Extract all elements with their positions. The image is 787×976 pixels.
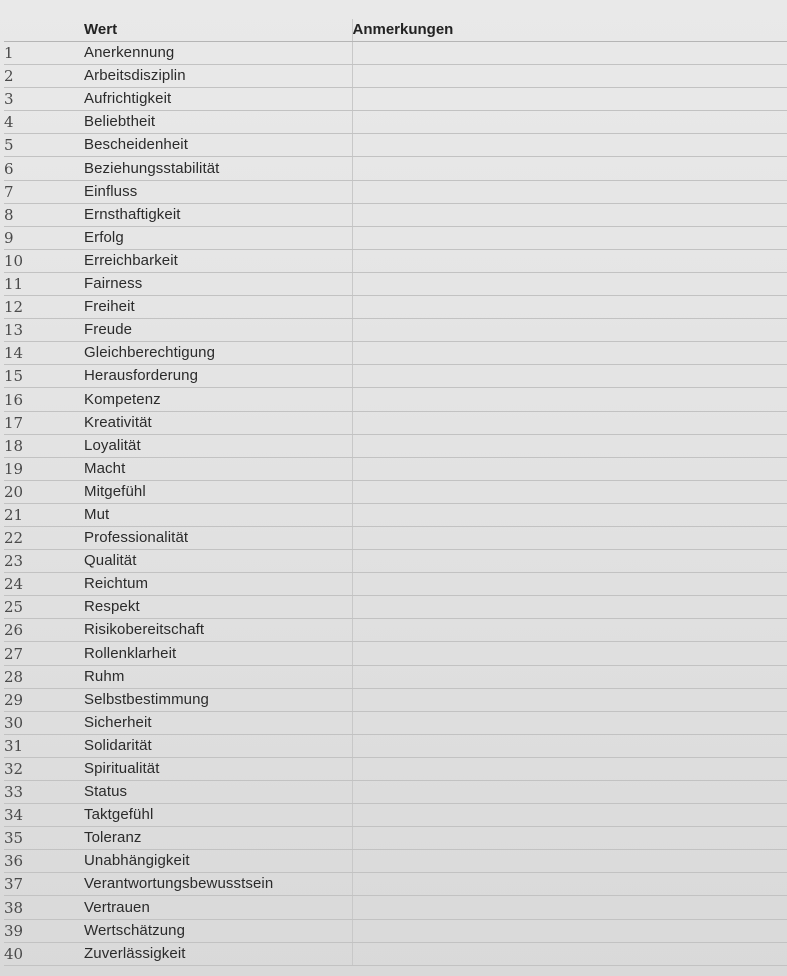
value-cell: Freiheit [84,296,352,319]
row-number: 3 [4,88,84,111]
table-row [4,65,787,88]
row-number: 39 [4,919,84,942]
table-row [4,642,787,665]
value-column-header: Wert [84,19,352,42]
value-cell: Toleranz [84,827,352,850]
table-row [4,88,787,111]
row-number: 36 [4,850,84,873]
value-cell: Solidarität [84,734,352,757]
value-cell: Loyalität [84,434,352,457]
table-row [4,226,787,249]
notes-cell[interactable] [352,480,787,503]
value-cell: Gleichberechtigung [84,342,352,365]
notes-cell[interactable] [352,111,787,134]
value-cell: Reichtum [84,573,352,596]
notes-cell[interactable] [352,526,787,549]
notes-cell[interactable] [352,642,787,665]
value-cell: Bescheidenheit [84,134,352,157]
notes-cell[interactable] [352,827,787,850]
value-cell: Respekt [84,596,352,619]
row-number: 4 [4,111,84,134]
table-row [4,249,787,272]
notes-cell[interactable] [352,272,787,295]
value-cell: Erreichbarkeit [84,249,352,272]
row-number: 7 [4,180,84,203]
table-row [4,804,787,827]
notes-cell[interactable] [352,711,787,734]
row-number: 30 [4,711,84,734]
table-row [4,827,787,850]
table-row [4,434,787,457]
table-row [4,526,787,549]
row-number: 24 [4,573,84,596]
notes-cell[interactable] [352,65,787,88]
value-cell: Beliebtheit [84,111,352,134]
row-number: 37 [4,873,84,896]
row-number: 18 [4,434,84,457]
table-row [4,111,787,134]
value-cell: Qualität [84,550,352,573]
value-cell: Arbeitsdisziplin [84,65,352,88]
table-row [4,688,787,711]
table-row [4,388,787,411]
value-cell: Aufrichtigkeit [84,88,352,111]
value-cell: Unabhängigkeit [84,850,352,873]
value-cell: Ruhm [84,665,352,688]
table-body [4,42,787,966]
notes-cell[interactable] [352,249,787,272]
number-column-header [4,19,84,42]
table-row [4,203,787,226]
value-cell: Herausforderung [84,365,352,388]
notes-cell[interactable] [352,688,787,711]
notes-cell[interactable] [352,942,787,965]
table-row [4,272,787,295]
row-number: 11 [4,272,84,295]
notes-cell[interactable] [352,503,787,526]
value-cell: Freude [84,319,352,342]
row-number: 9 [4,226,84,249]
row-number: 12 [4,296,84,319]
row-number: 33 [4,781,84,804]
row-number: 2 [4,65,84,88]
value-cell: Verantwortungsbewusstsein [84,873,352,896]
table-row [4,665,787,688]
value-cell: Zuverlässigkeit [84,942,352,965]
row-number: 8 [4,203,84,226]
value-cell: Mut [84,503,352,526]
value-cell: Risikobereitschaft [84,619,352,642]
value-cell: Wertschätzung [84,919,352,942]
table-row [4,411,787,434]
table-row [4,457,787,480]
table-row [4,896,787,919]
row-number: 5 [4,134,84,157]
notes-cell[interactable] [352,550,787,573]
value-cell: Kompetenz [84,388,352,411]
row-number: 38 [4,896,84,919]
notes-cell[interactable] [352,850,787,873]
value-cell: Status [84,781,352,804]
row-number: 13 [4,319,84,342]
row-number: 21 [4,503,84,526]
row-number: 26 [4,619,84,642]
table-row [4,365,787,388]
row-number: 17 [4,411,84,434]
row-number: 29 [4,688,84,711]
notes-cell[interactable] [352,203,787,226]
notes-cell[interactable] [352,781,787,804]
notes-column-header: Anmerkungen [352,19,787,42]
table-row [4,503,787,526]
table-row [4,919,787,942]
row-number: 35 [4,827,84,850]
row-number: 6 [4,157,84,180]
notes-cell[interactable] [352,226,787,249]
notes-cell[interactable] [352,873,787,896]
row-number: 15 [4,365,84,388]
table-row [4,942,787,965]
table-row [4,596,787,619]
notes-cell[interactable] [352,88,787,111]
table-row [4,550,787,573]
notes-cell[interactable] [352,434,787,457]
table-row [4,157,787,180]
notes-cell[interactable] [352,319,787,342]
value-cell: Selbstbestimmung [84,688,352,711]
value-cell: Spiritualität [84,757,352,780]
notes-cell[interactable] [352,573,787,596]
value-cell: Ernsthaftigkeit [84,203,352,226]
notes-cell[interactable] [352,457,787,480]
value-cell: Professionalität [84,526,352,549]
row-number: 16 [4,388,84,411]
row-number: 14 [4,342,84,365]
notes-cell[interactable] [352,665,787,688]
row-number: 31 [4,734,84,757]
table-row [4,734,787,757]
value-cell: Taktgefühl [84,804,352,827]
table-row [4,573,787,596]
notes-cell[interactable] [352,896,787,919]
row-number: 1 [4,42,84,65]
row-number: 40 [4,942,84,965]
notes-cell[interactable] [352,596,787,619]
table-row [4,42,787,65]
table-row [4,342,787,365]
value-cell: Macht [84,457,352,480]
values-table [4,19,787,966]
table-header [4,19,787,42]
notes-cell[interactable] [352,157,787,180]
table-row [4,757,787,780]
notes-cell[interactable] [352,919,787,942]
value-cell: Fairness [84,272,352,295]
value-cell: Vertrauen [84,896,352,919]
value-cell: Anerkennung [84,42,352,65]
row-number: 34 [4,804,84,827]
row-number: 28 [4,665,84,688]
table-row [4,319,787,342]
table-row [4,781,787,804]
table-row [4,873,787,896]
notes-cell[interactable] [352,365,787,388]
value-cell: Einfluss [84,180,352,203]
row-number: 27 [4,642,84,665]
value-cell: Mitgefühl [84,480,352,503]
notes-cell[interactable] [352,734,787,757]
table-row [4,180,787,203]
notes-cell[interactable] [352,388,787,411]
notes-cell[interactable] [352,411,787,434]
row-number: 10 [4,249,84,272]
notes-cell[interactable] [352,180,787,203]
notes-cell[interactable] [352,134,787,157]
notes-cell[interactable] [352,804,787,827]
value-cell: Beziehungsstabilität [84,157,352,180]
value-cell: Kreativität [84,411,352,434]
row-number: 22 [4,526,84,549]
notes-cell[interactable] [352,757,787,780]
value-cell: Rollenklarheit [84,642,352,665]
notes-cell[interactable] [352,619,787,642]
table-row [4,134,787,157]
notes-cell[interactable] [352,342,787,365]
row-number: 25 [4,596,84,619]
row-number: 20 [4,480,84,503]
row-number: 32 [4,757,84,780]
value-cell: Erfolg [84,226,352,249]
table-row [4,296,787,319]
value-cell: Sicherheit [84,711,352,734]
table-row [4,619,787,642]
table-row [4,850,787,873]
table-row [4,480,787,503]
row-number: 23 [4,550,84,573]
table-row [4,711,787,734]
row-number: 19 [4,457,84,480]
notes-cell[interactable] [352,42,787,65]
notes-cell[interactable] [352,296,787,319]
header-row [4,19,787,42]
